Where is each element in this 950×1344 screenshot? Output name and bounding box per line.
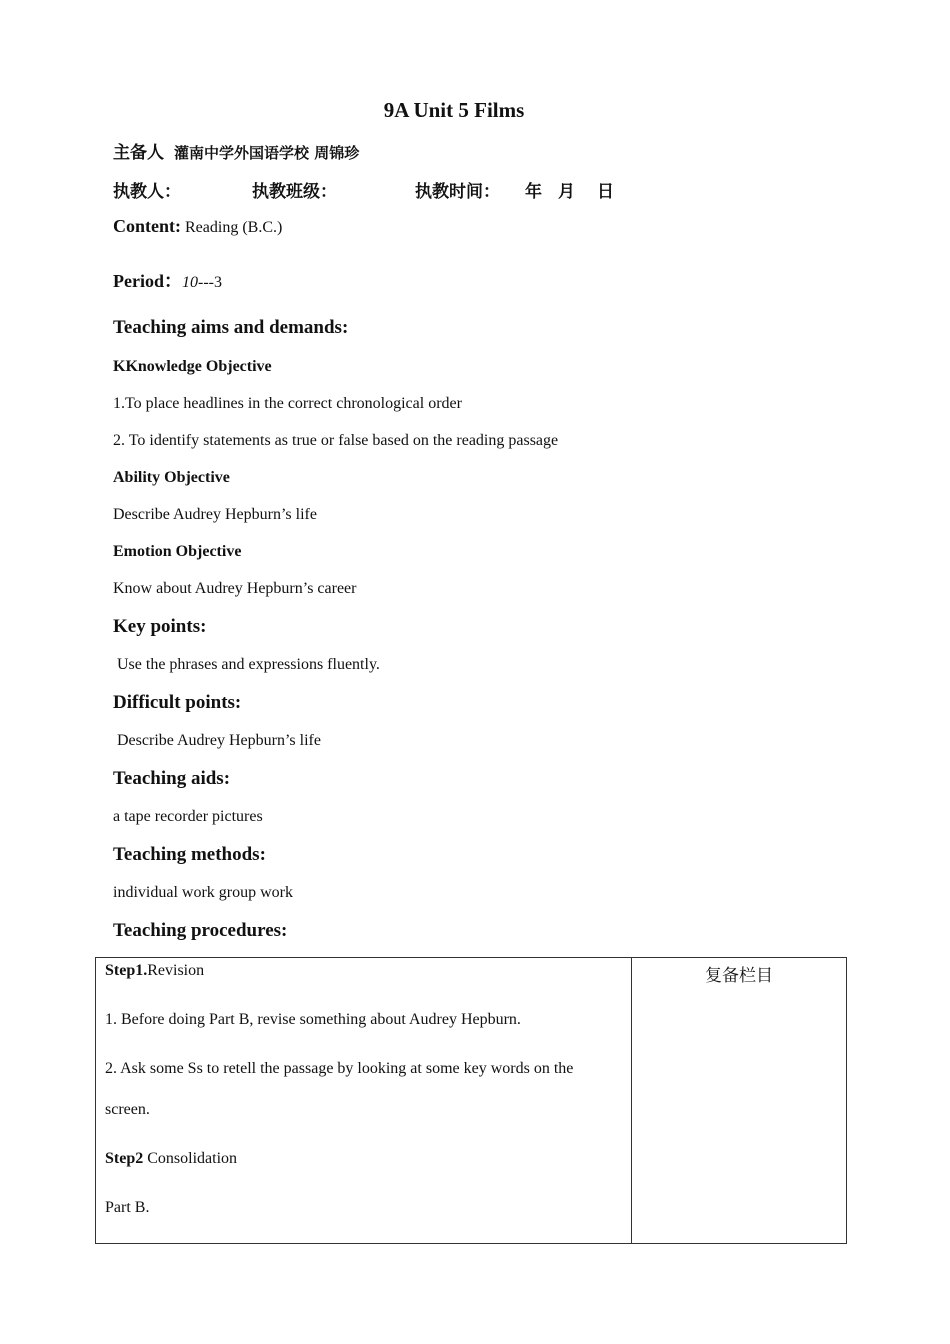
difficult-points-heading: Difficult points: [113, 692, 242, 713]
preparer-label: 主备人 [113, 143, 164, 163]
step2-label: Step2 [105, 1150, 144, 1167]
teaching-methods-text: individual work group work [113, 884, 293, 901]
period-value-italic: 10 [182, 274, 198, 291]
content-value: Reading (B.C.) [185, 219, 283, 236]
procedures-table [95, 957, 847, 1244]
knowledge-item: 2. To identify statements as true or false based on the reading passage [113, 432, 559, 449]
time-label: 执教时间： [415, 182, 500, 202]
period-value-rest: ---3 [198, 274, 222, 291]
procedure-item: 1. Before doing Part B, revise something about Audrey Hepburn. [105, 1011, 521, 1028]
table-column-divider [631, 958, 632, 1243]
period-line [113, 267, 222, 293]
emotion-objective-text: Know about Audrey Hepburn’s career [113, 580, 357, 597]
class-label: 执教班级： [252, 182, 337, 202]
difficult-points-text: Describe Audrey Hepburn’s life [113, 732, 321, 749]
document-title: 9A Unit 5 Films [383, 98, 525, 122]
teaching-methods-heading: Teaching methods: [113, 844, 266, 865]
procedure-item-continuation: screen. [105, 1101, 150, 1118]
aims-heading: Teaching aims and demands: [113, 317, 349, 338]
teaching-aids-text: a tape recorder pictures [113, 808, 263, 825]
teaching-aids-heading: Teaching aids: [113, 768, 231, 789]
part-b-label: Part B. [105, 1199, 150, 1216]
period-label: Period： [113, 271, 182, 291]
key-points-text: Use the phrases and expressions fluently. [113, 656, 380, 673]
key-points-heading: Key points: [113, 616, 207, 637]
step2-line [105, 1150, 237, 1168]
teacher-label: 执教人： [113, 182, 181, 202]
day-label: 日 [597, 182, 614, 202]
teaching-procedures-heading: Teaching procedures: [113, 920, 288, 941]
month-label: 月 [558, 182, 575, 202]
step1-title: Revision [147, 962, 205, 979]
preparer-school-name: 灌南中学外国语学校 周锦珍 [174, 144, 360, 162]
content-line [113, 216, 282, 237]
step1-line [105, 962, 204, 980]
knowledge-item: 1.To place headlines in the correct chronological order [113, 395, 462, 412]
step1-label: Step1. [105, 962, 148, 979]
year-label: 年 [525, 182, 542, 202]
ability-objective-text: Describe Audrey Hepburn’s life [113, 506, 317, 523]
step2-title: Consolidation [143, 1150, 238, 1167]
procedure-item: 2. Ask some Ss to retell the passage by looking at some key words on the [105, 1060, 574, 1077]
content-label: Content: [113, 216, 181, 236]
emotion-objective-heading: Emotion Objective [113, 543, 242, 560]
second-preparation-column-header: 复备栏目 [705, 966, 773, 986]
preparer-line [113, 138, 359, 163]
knowledge-objective-heading: KKnowledge Objective [113, 358, 272, 375]
ability-objective-heading: Ability Objective [113, 469, 230, 486]
